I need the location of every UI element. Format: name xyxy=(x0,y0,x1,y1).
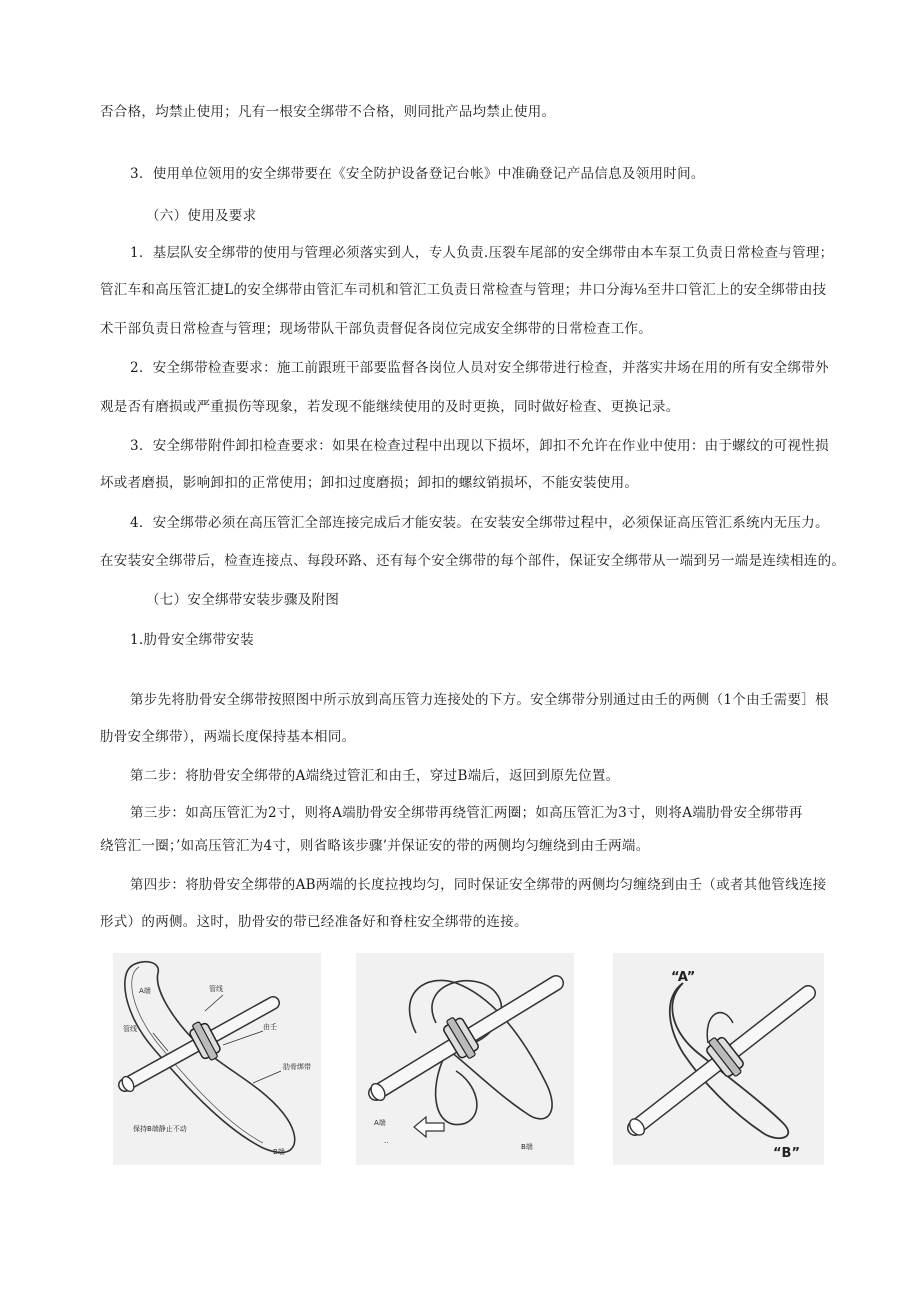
paragraph-line: 第步先将肋骨安全绑带按照图中所示放到高压管力连接处的下方。安全绑带分别通过由壬的两侧（1个由壬需要］根 xyxy=(130,692,829,708)
paragraph-line: 4．安全绑带必须在高压管汇全部连接完成后才能安装。在安装安全绑带过程中，必须保证高压管汇系统内无压力。 xyxy=(130,515,829,531)
strap-diagram-3 xyxy=(613,953,824,1165)
section-heading: （七）安全绑带安装步骤及附图 xyxy=(146,592,340,608)
paragraph-line: 在安装安全绑带后，检查连接点、每段环路、还有每个安全绑带的每个部件，保证安全绑带从一端到另一端是连续相连的。 xyxy=(100,553,846,569)
figure-step-1 xyxy=(113,953,321,1165)
paragraph-line: 3．使用单位领用的安全绑带要在《安全防护设备登记台帐》中准确登记产品信息及领用时间。 xyxy=(130,166,705,182)
paragraph-line: 第三步：如高压管汇为2寸，则将A端肋骨安全绑带再绕管汇两圈；如高压管汇为3寸，则将A端肋骨安全绑带再 xyxy=(130,805,803,821)
label-b-end: B端 xyxy=(273,1148,285,1156)
label-a-end: A端 xyxy=(139,987,151,995)
label-union: 由壬 xyxy=(263,1023,277,1031)
label-b-quote: “B” xyxy=(773,1146,800,1161)
section-heading: （六）使用及要求 xyxy=(146,208,257,224)
paragraph-line: 绕管汇一圈；’如高压管汇为4寸，则省略该步骤’并保证安的带的两侧均匀缠绕到由壬两端。 xyxy=(100,838,650,854)
label-b-end: B端 xyxy=(521,1143,533,1151)
paragraph-line: 第二步：将肋骨安全绑带的A端绕过管汇和由壬，穿过B端后，返回到原先位置。 xyxy=(130,768,620,784)
paragraph-line: 术干部负责日常检查与管理；现场带队干部负责督促各岗位完成安全绑带的日常检查工作。 xyxy=(100,321,652,337)
subsection-heading: 1.肋骨安全绑带安装 xyxy=(130,632,254,648)
paragraph-line: 否合格，均禁止使用；凡有一根安全绑带不合格，则同批产品均禁止使用。 xyxy=(100,104,556,120)
paragraph-line: 管汇车和高压管汇捷L的安全绑带由管汇车司机和管汇工负责日常检查与管理；井口分海⅛至井口管汇上的安全绑带由技 xyxy=(100,282,827,298)
label-a-end: A端 xyxy=(374,1119,386,1127)
strap-diagram-1 xyxy=(113,953,321,1165)
paragraph-line: 3．安全绑带附件卸扣检查要求：如果在检查过程中出现以下损坏，卸扣不允许在作业中使用：由于螺纹的可视性损 xyxy=(130,438,829,454)
label-strap: 肋骨绑带 xyxy=(283,1063,311,1071)
strap-diagram-2 xyxy=(356,953,574,1165)
paragraph-line: 坏或者磨损，影响卸扣的正常使用；卸扣过度磨损；卸扣的螺纹销损坏，不能安装使用。 xyxy=(100,475,639,491)
paragraph-line: 2．安全绑带检查要求：施工前跟班干部要监督各岗位人员对安全绑带进行检查，并落实井场在用的所有安全绑带外 xyxy=(130,360,829,376)
label-dots: .. xyxy=(384,1137,389,1145)
paragraph-line: 1．基层队安全绑带的使用与管理必须落实到人，专人负责.压裂车尾部的安全绑带由本车泵工负责日常检查与管理； xyxy=(130,245,834,261)
paragraph-line: 形式）的两侧。这时，肋骨安的带已经准备好和脊柱安全绑带的连接。 xyxy=(100,914,528,930)
figure-step-3 xyxy=(613,953,824,1165)
label-pipe-left: 管线 xyxy=(123,1025,137,1033)
label-pipe-top: 管线 xyxy=(209,985,223,993)
paragraph-line: 观是否有磨损或严重损伤等现象，若发现不能继续使用的及时更换，同时做好检查、更换记录。 xyxy=(100,399,680,415)
label-a-quote: “A” xyxy=(671,970,696,985)
paragraph-line: 第四步：将肋骨安全绑带的AB两端的长度拉拽均匀，同时保证安全绑带的两侧均匀缠绕到由壬（或者其他管线连接 xyxy=(130,877,827,893)
label-keep-b-end: 保持B端静止不动 xyxy=(133,1125,187,1133)
figure-step-2 xyxy=(356,953,574,1165)
paragraph-line: 肋骨安全绑带），两端长度保持基本相同。 xyxy=(100,729,356,745)
